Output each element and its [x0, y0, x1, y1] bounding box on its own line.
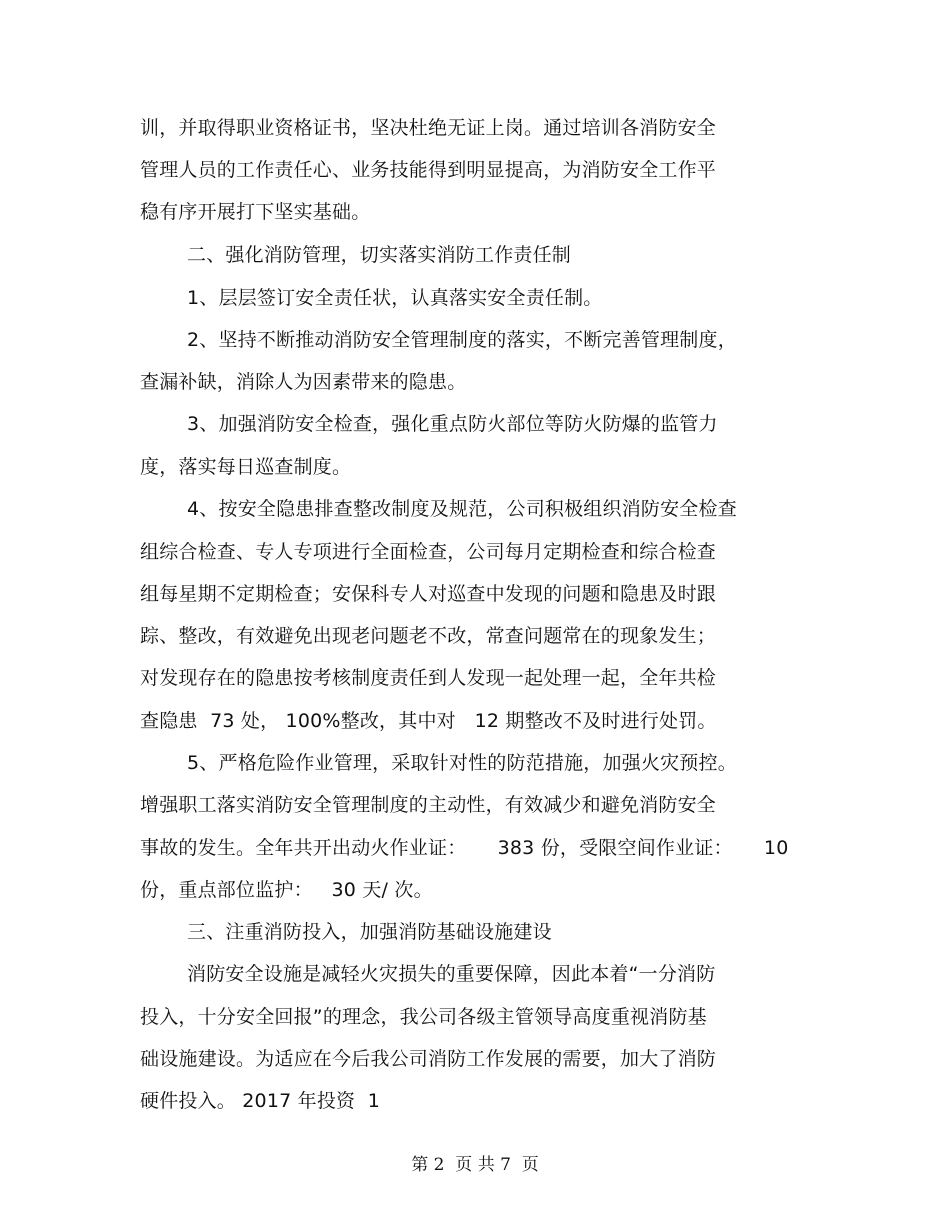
body-line: 组综合检查、专人专项进行全面检查，公司每月定期检查和综合检查 — [140, 541, 717, 563]
body-line: 组每星期不定期检查；安保科专人对巡查中发现的问题和隐患及时跟 — [140, 583, 717, 605]
body-line: 份，重点部位监护： 30 天/ 次。 — [140, 879, 433, 901]
body-line: 查隐患 73 处， 100%整改，其中对 12 期整改不及时进行处罚。 — [140, 710, 717, 732]
body-line: 消防安全设施是减轻火灾损失的重要保障，因此本着“一分消防 — [187, 963, 716, 985]
body-line: 训，并取得职业资格证书，坚决杜绝无证上岗。通过培训各消防安全 — [140, 117, 717, 139]
body-line: 2、坚持不断推动消防安全管理制度的落实，不断完善管理制度， — [187, 329, 737, 351]
section-heading: 二、强化消防管理，切实落实消防工作责任制 — [187, 244, 572, 266]
body-line: 查漏补缺，消除人为因素带来的隐患。 — [140, 371, 467, 393]
body-line: 对发现存在的隐患按考核制度责任到人发现一起处理一起，全年共检 — [140, 667, 717, 689]
body-line: 稳有序开展打下坚实基础。 — [140, 201, 371, 223]
body-line: 4、按安全隐患排查整改制度及规范，公司积极组织消防安全检查 — [187, 498, 737, 520]
body-line: 踪、整改，有效避免出现老问题老不改，常查问题常在的现象发生； — [140, 625, 717, 647]
body-line: 投入，十分安全回报”的理念，我公司各级主管领导高度重视消防基 — [140, 1006, 707, 1028]
section-heading: 三、注重消防投入，加强消防基础设施建设 — [187, 921, 552, 943]
body-line: 1、层层签订安全责任状，认真落实安全责任制。 — [187, 287, 603, 309]
body-line: 硬件投入。 2017 年投资 1 — [140, 1090, 381, 1112]
body-line: 事故的发生。全年共开出动火作业证： 383 份，受限空间作业证： 10 — [140, 837, 789, 859]
body-line: 5、严格危险作业管理，采取针对性的防范措施，加强火灾预控。 — [187, 752, 737, 774]
body-line: 度，落实每日巡查制度。 — [140, 456, 352, 478]
body-line: 管理人员的工作责任心、业务技能得到明显提高，为消防安全工作平 — [140, 159, 717, 181]
body-line: 础设施建设。为适应在今后我公司消防工作发展的需要，加大了消防 — [140, 1048, 717, 1070]
body-line: 3、加强消防安全检查，强化重点防火部位等防火防爆的监管力 — [187, 413, 718, 435]
page-number-footer: 第 2 页 共 7 页 — [411, 1155, 539, 1175]
body-line: 增强职工落实消防安全管理制度的主动性，有效减少和避免消防安全 — [140, 794, 717, 816]
